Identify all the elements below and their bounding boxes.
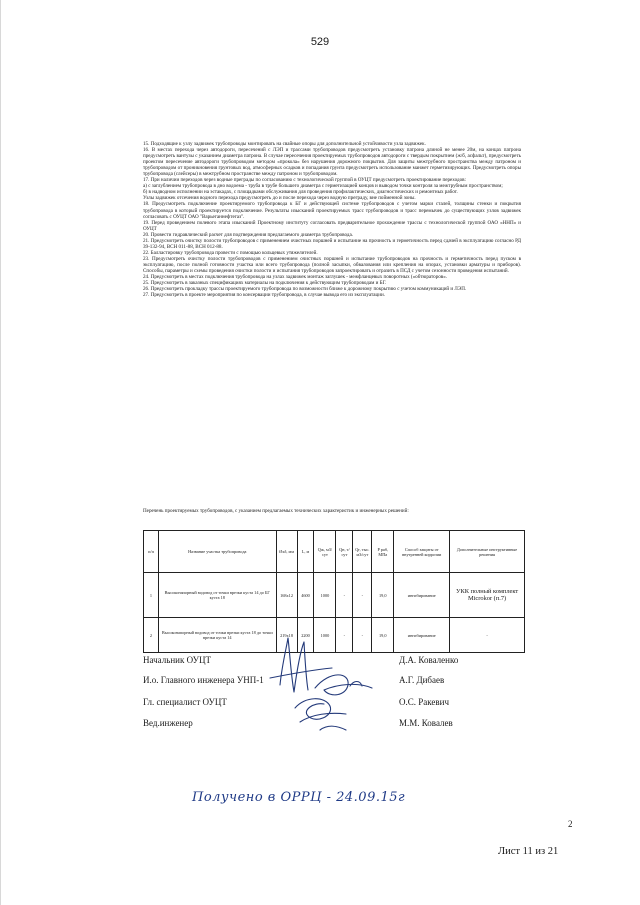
- cell-section-name: Высоконапорный водовод от точки врезки куста 18 до точки врезки куста 14: [158, 618, 276, 653]
- paragraph-17: 17. При наличии переходов через водные преграды по согласованию с технологической группой в ОУЦТ предусмотреть проектирование переходов:: [143, 177, 466, 184]
- cell-gas-flow: -: [353, 573, 372, 618]
- handwritten-received-note: Получено в ОРРЦ - 24.09.15г: [192, 790, 406, 805]
- signer-name-2: А.Г. Дибаев: [399, 675, 445, 685]
- paragraph-17a: а) с заглублением трубопровода в дно водоема - труба в трубе большего диаметра с герметизацией концов и выводом точки контроля за межтрубным пространством;: [143, 183, 503, 190]
- signer-role-4: Вед.инженер: [143, 718, 193, 728]
- cell-additional-solutions: -: [450, 618, 525, 653]
- cell-diameter: 168х12: [276, 573, 297, 618]
- header-gas-flow: Qг, тыс. м3/сут: [353, 531, 372, 573]
- signer-role-3: Гл. специалист ОУЦТ: [143, 697, 227, 707]
- handwritten-signatures: [250, 630, 390, 745]
- header-oil-flow: Qн, т/сут: [336, 531, 353, 573]
- paragraph-20: 20. Провести гидравлический расчет для подтверждения предлагаемого диаметра трубопровода.: [143, 231, 354, 238]
- page-edge: [0, 0, 1, 905]
- header-index: п/п: [144, 531, 159, 573]
- paragraph-23: 23. Предусмотреть очистку полости трубопроводов с применением очистных поршней и испытание трубопроводов на прочность и герметичность перед пуском в эксплуатацию, после полной готовности участка или всего трубопровода (полной засыпки, обвалования или крепления на опорах, установки арматуры и приборов). Способы, параметры и схемы проведения очистки полости и испытания трубопроводов запроектировать и отразить в ПСД с учетом сезонности проведения испытаний.: [143, 255, 521, 274]
- paragraph-24: 24. Предусмотреть в местах подключения трубопровода на узлах задвижек монтаж заглушек - межфланцевых поворотных («обтюраторов».: [143, 274, 448, 281]
- requirements-text: [143, 141, 521, 298]
- signer-role-2: И.о. Главного инженера УНП-1: [143, 675, 264, 685]
- sheet-label: Лист 11 из 21: [498, 846, 559, 857]
- cell-index: 1: [144, 573, 159, 618]
- cell-liquid-flow: 1000: [314, 618, 336, 653]
- paragraph-26: 26. Предусмотреть прокладку трассы проектируемого трубопровода по возможности ближе к дорожному покрытию с учетом коммуникаций и ЛЭП.: [143, 286, 467, 293]
- header-liquid-flow: Qж, м3/сут: [314, 531, 336, 573]
- cell-pressure: 19,0: [372, 618, 394, 653]
- signer-name-4: М.М. Ковалев: [399, 718, 453, 728]
- cell-diameter: 219х18: [276, 618, 297, 653]
- cell-liquid-flow: 1000: [314, 573, 336, 618]
- cell-pressure: 19,0: [372, 573, 394, 618]
- paragraph-15: 15. Подходящие к узлу задвижек трубопроводы монтировать на свайные опоры для дополнительной устойчивости узла задвижек.: [143, 141, 426, 147]
- page-number: 529: [310, 36, 330, 48]
- header-section-name: Название участка трубопровода: [158, 531, 276, 573]
- paragraph-22: 22. Балластировку трубопровода провести с помощью кольцевых утяжелителей.: [143, 249, 318, 256]
- header-length: L, м: [297, 531, 314, 573]
- paragraph-19: 19. Перед проведением полевого этапа изысканий Проектному институту согласовать предварительное прохождение трассы с технологической группой ОАО «ННП» и ОУЦТ: [143, 219, 521, 232]
- header-additional-solutions: Дополнительные инструктивные решения: [450, 531, 525, 573]
- signer-role-1: Начальник ОУЦТ: [143, 655, 211, 665]
- cell-length: 4600: [297, 573, 314, 618]
- paragraph-21: 21. Предусмотреть очистку полости трубопроводов с применением очистных поршней и испытание на прочность и герметичность перед сдачей в эксплуатацию согласно РД 39-132-94, ВСН 011-88, ВСН 012-88.: [143, 237, 521, 250]
- paragraph-27: 27. Предусмотреть в проекте мероприятия по консервации трубопровода, в случае вывода его из эксплуатации.: [143, 292, 385, 299]
- page-mark: 2: [568, 819, 573, 829]
- cell-oil-flow: -: [336, 573, 353, 618]
- signer-name-1: Д.А. Коваленко: [399, 655, 459, 665]
- table-header-row: [144, 531, 525, 573]
- pipeline-list-title: Перечень проектируемых трубопроводов, с указанием предлагаемых технических характеристик и инженерных решений:: [143, 508, 409, 514]
- header-pressure: P раб, МПа: [372, 531, 394, 573]
- cell-gas-flow: -: [353, 618, 372, 653]
- paragraph-17-note: Узлы задвижек отсечения водного перехода предусмотреть до и после перехода через водную преграду, вне пойменной зоны.: [143, 195, 416, 202]
- paragraph-16: 16. В местах перехода через автодороги, пересечений с ЛЭП и трассами трубопроводов предусмотреть установку патрона длиной не менее 20м, на концах патрона предусмотреть вантузы с указанием диаметра патрона. В случае пересечения проектируемых трубопроводов автодороги с твердым покрытием (ж/б, асфальт), предусмотреть проектом пересечение автодороги трубопроводом методом «прокола» без нарушения дорожного покрытия. Для защиты межтрубного пространства между патроном и трубопроводом от проникновения грунтовых вод, атмосферных осадков и попадания грунта предусмотреть использование манжет герметизирующих. Предусмотреть опоры трубопровода (слейсеры) в межтрубном пространстве между патроном и трубопроводом.: [143, 147, 521, 178]
- cell-corrosion-protection: ингибирование: [394, 573, 450, 618]
- cell-section-name: Высоконапорный водовод от точки врезки куста 14 до БГ куста 18: [158, 573, 276, 618]
- header-diameter: Øхδ, мм: [276, 531, 297, 573]
- table-row: [144, 573, 525, 618]
- paragraph-17b: б) в надводном исполнении на эстакадах, с площадками обслуживания для проведения профилактических, диагностических и ремонтных работ.: [143, 189, 458, 196]
- cell-index: 2: [144, 618, 159, 653]
- paragraph-25: 25. Предусмотреть в заказных спецификациях материалы на подключения к действующим трубопроводам и БГ.: [143, 280, 387, 287]
- cell-length: 2200: [297, 618, 314, 653]
- signer-name-3: О.С. Ракевич: [399, 697, 449, 707]
- cell-corrosion-protection: ингибирование: [394, 618, 450, 653]
- paragraph-18: 18. Предусмотреть подключение проектируемого трубопровода к БГ и действующей системе трубопроводов с учетом марки сталей, толщины стенки и покрытия трубопровода в который проектируется подключение. Результаты изысканий проектируемых трасс трубопроводов и трасс перемычек до существующих узлов задвижек согласовать с ОУЦТ ОАО "Варьеганнефтегаз".: [143, 201, 521, 220]
- header-corrosion-protection: Способ защиты от внутренней коррозии: [394, 531, 450, 573]
- cell-additional-solutions: УКК полный комплект Microkor (п.7): [450, 573, 525, 618]
- cell-oil-flow: -: [336, 618, 353, 653]
